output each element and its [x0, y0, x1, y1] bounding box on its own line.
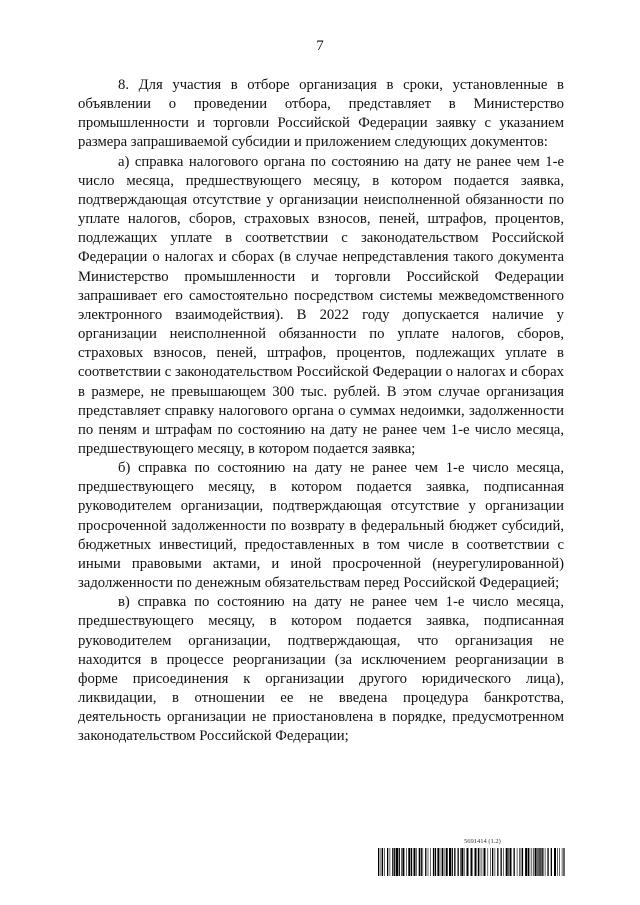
paragraph-8: 8. Для участия в отборе организация в сроки, установленные в объявлении о проведении отбора, представляет в Министерство промышленности и торговли Российской Федерации заявку с указанием размера запрашиваемой субсидии и приложением следующих документов: — [78, 77, 564, 151]
barcode-caption: 5691414 (1.2) — [464, 838, 501, 845]
page-number: 7 — [316, 38, 324, 54]
paragraph-a: а) справка налогового органа по состоянию на дату не ранее чем 1-е число месяца, предшествующего месяцу, в котором подается заявка, подтверждающая отсутствие у организации неисполненной обязанности по уплате налогов, сборов, страховых взносов, пеней, штрафов, процентов, подлежащих уплате в соответствии с законодательством Российской Федерации о налогах и сборах (в случае непредставления такого документа Министерство промышленности и торговли Российской Федерации запрашивает его самостоятельно посредством системы межведомственного электронного взаимодействия). В 2022 году допускается наличие у организации неисполненной обязанности по уплате налогов, сборов, страховых взносов, пеней, штрафов, процентов, подлежащих уплате в соответствии с законодательством Российской Федерации о налогах и сборах в размере, не превышающем 300 тыс. рублей. В этом случае организация представляет справку налогового органа о суммах недоимки, задолженности по пеням и штрафам по состоянию на дату не ранее чем 1-е число месяца, предшествующего месяцу, в котором подается заявка; — [78, 153, 564, 457]
document-body — [78, 76, 564, 746]
barcode-icon — [378, 848, 566, 876]
barcode-block — [378, 838, 566, 878]
paragraph-b: б) справка по состоянию на дату не ранее чем 1-е число месяца, предшествующего месяцу, в котором подается заявка, подписанная руководителем организации, подтверждающая отсутствие у организации просроченной задолженности по возврату в федеральный бюджет субсидий, бюджетных инвестиций, предоставленных в том числе в соответствии с иными правовыми актами, и иной просроченной (неурегулированной) задолженности по денежным обязательствам перед Российской Федерацией; — [78, 460, 564, 592]
paragraph-v: в) справка по состоянию на дату не ранее чем 1-е число месяца, предшествующего месяцу, в котором подается заявка, подписанная руководителем организации, подтверждающая, что организация не находится в процессе реорганизации (за исключением реорганизации в форме присоединения к организации другого юридического лица), ликвидации, в отношении ее не введена процедура банкротства, деятельность организации не приостановлена в порядке, предусмотренном законодательством Российской Федерации; — [78, 594, 564, 745]
